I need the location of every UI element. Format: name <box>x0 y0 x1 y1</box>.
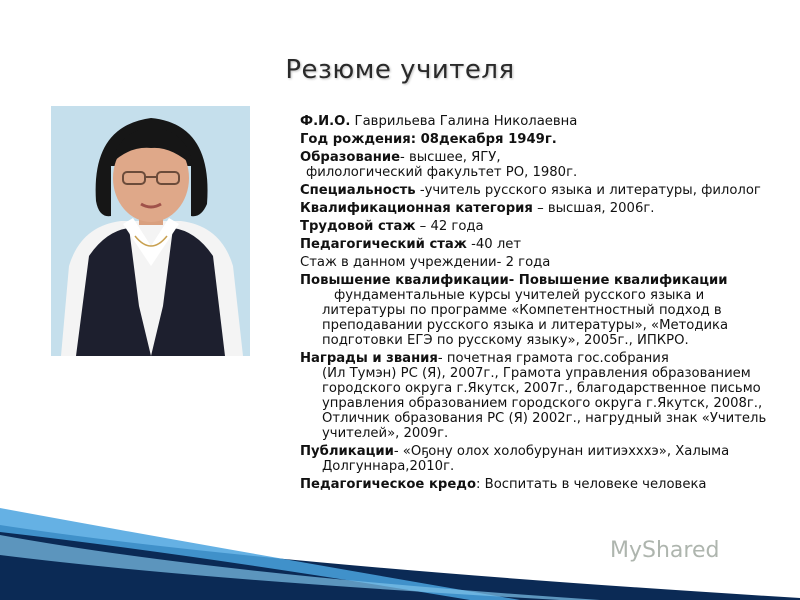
education-value-2: филологический факультет РО, 1980г. <box>306 165 578 180</box>
qualification-improvement-text <box>300 288 770 348</box>
watermark-logo <box>610 538 770 572</box>
awards-line <box>300 351 770 366</box>
education-value: - высшее, ЯГУ, <box>400 150 501 165</box>
qualification-improvement-value: фундаментальные курсы учителей русского языка и литературы по программе «Компетентностный подход в преподавании русского языка и литературы», «Методика подготовки ЕГЭ по русскому языку», 2005г., ИПКРО. <box>322 288 729 348</box>
teacher-photo <box>51 106 250 356</box>
category-line <box>300 201 770 216</box>
fio-value: Гаврильева Галина Николаевна <box>350 114 578 129</box>
category-label: Квалификационная категория <box>300 201 533 216</box>
work-experience-label: Трудовой стаж <box>300 219 416 234</box>
institution-experience-line <box>300 255 770 270</box>
publications-value: - «Оҕону олох холобурунан иитиэхххэ», Халыма Долгуннара,2010г. <box>322 444 730 474</box>
education-line-2 <box>300 165 770 180</box>
page-title: Резюме учителя <box>285 55 515 85</box>
qualification-improvement-label: Повышение квалификации- Повышение квалификации <box>300 273 728 288</box>
fio-line <box>300 114 770 129</box>
work-experience-value: – 42 года <box>415 219 484 234</box>
category-value: – высшая, 2006г. <box>532 201 655 216</box>
birth-label: Год рождения <box>300 132 411 147</box>
specialty-label: Специальность <box>300 183 416 198</box>
awards-label: Награды и звания <box>300 351 438 366</box>
teaching-experience-line <box>300 237 770 252</box>
credo-value: : Воспитать в человеке человека <box>476 477 707 492</box>
birth-line <box>300 132 770 147</box>
watermark-text: MyShared <box>610 538 720 563</box>
specialty-line <box>300 183 770 198</box>
awards-value-2: (Ил Тумэн) РС (Я), 2007г., Грамота управления образованием городского округа г.Якутск, 2007г., благодарственное письмо управления образованием городского округа г.Якутск, 2008г., Отличник образования РС (Я) 2002г., нагрудный знак «Учитель учителей», 2009г. <box>322 366 767 441</box>
publications-label: Публикации <box>300 444 394 459</box>
birth-value: : 08декабря 1949г. <box>410 132 557 147</box>
resume-content <box>300 114 770 495</box>
awards-text <box>300 366 770 441</box>
institution-experience-value: Стаж в данном учреждении- 2 года <box>300 255 551 270</box>
teaching-experience-value: -40 лет <box>466 237 522 252</box>
teaching-experience-label: Педагогический стаж <box>300 237 467 252</box>
qualification-improvement-line <box>300 273 770 288</box>
education-label: Образование <box>300 150 401 165</box>
awards-value-1: - почетная грамота гос.собрания <box>437 351 669 366</box>
education-line <box>300 150 770 165</box>
specialty-value: -учитель русского языка и литературы, филолог <box>415 183 761 198</box>
fio-label: Ф.И.О. <box>300 114 351 129</box>
credo-label: Педагогическое кредо <box>300 477 477 492</box>
work-experience-line <box>300 219 770 234</box>
decorative-swoosh <box>0 470 800 600</box>
